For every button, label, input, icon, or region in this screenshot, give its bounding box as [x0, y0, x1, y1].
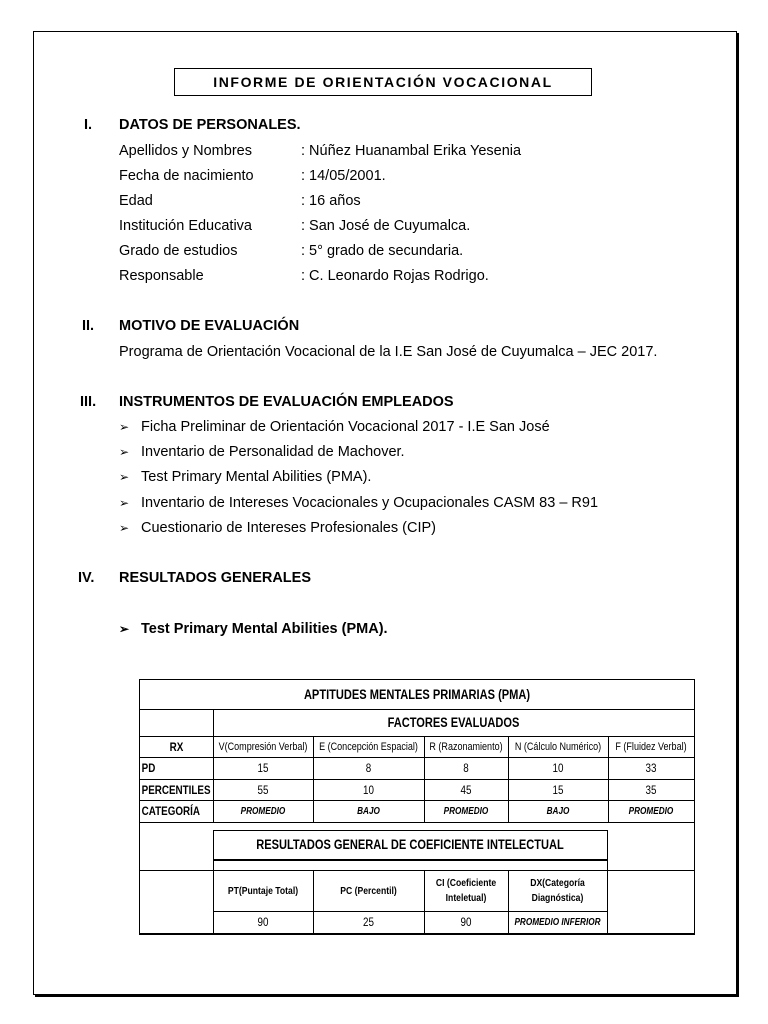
table-cell: PROMEDIO — [240, 805, 286, 817]
rx-label: RX — [169, 739, 184, 754]
field-value: : Núñez Huanambal Erika Yesenia — [301, 143, 522, 159]
arrow-bullet-icon: ➢ — [119, 622, 130, 636]
table-title: APTITUDES MENTALES PRIMARIAS (PMA) — [303, 687, 531, 702]
ci-value: PROMEDIO INFERIOR — [514, 916, 601, 928]
row-label: CATEGORÍA — [141, 804, 200, 818]
ci-title: RESULTADOS GENERAL DE COEFICIENTE INTELECTUAL — [256, 837, 564, 852]
section-1-number: I. — [84, 117, 93, 133]
field-label: Responsable — [119, 268, 204, 284]
table-cell: 8 — [463, 761, 469, 775]
arrow-bullet-icon: ➢ — [119, 470, 130, 484]
ci-header: PT(Puntaje Total) — [227, 884, 299, 897]
ci-header: PC (Percentil) — [340, 884, 397, 897]
table-cell: 15 — [257, 761, 269, 775]
table-cell: 15 — [552, 782, 564, 797]
field-value: : 16 años — [301, 193, 361, 209]
arrow-bullet-icon: ➢ — [119, 496, 130, 510]
ci-header: DX(Categoría Diagnóstica) — [530, 876, 585, 904]
table-cell: PROMEDIO — [628, 805, 674, 817]
section-1-title: DATOS DE PERSONALES. — [119, 117, 301, 133]
field-value: : San José de Cuyumalca. — [301, 218, 471, 234]
table-cell: BAJO — [357, 805, 380, 817]
table-cell: BAJO — [546, 805, 570, 817]
list-item: ➢ Inventario de Personalidad de Machover. — [119, 444, 405, 460]
column-header: E (Concepción Espacial) — [319, 740, 418, 753]
section-3-title: INSTRUMENTOS DE EVALUACIÓN EMPLEADOS — [119, 394, 454, 410]
row-label: PERCENTILES — [141, 782, 211, 797]
table-cell: 55 — [257, 782, 269, 797]
report-title: INFORME DE ORIENTACIÓN VOCACIONAL — [174, 68, 592, 96]
table-cell: PROMEDIO — [443, 805, 489, 817]
list-item: ➢ Ficha Preliminar de Orientación Vocacional 2017 - I.E San José — [119, 419, 550, 435]
section-2-number: II. — [82, 318, 95, 334]
section-4-number: IV. — [78, 570, 95, 586]
table-cell: 33 — [645, 761, 657, 775]
arrow-bullet-icon: ➢ — [119, 521, 130, 535]
ci-value: 25 — [363, 915, 374, 929]
column-header: F (Fluidez Verbal) — [615, 740, 687, 753]
table-cell: 10 — [552, 761, 564, 775]
field-value: : C. Leonardo Rojas Rodrigo. — [301, 268, 489, 284]
list-item: ➢ Inventario de Intereses Vocacionales y Ocupacionales CASM 83 – R91 — [119, 495, 599, 511]
arrow-bullet-icon: ➢ — [119, 420, 130, 434]
list-item: ➢ Test Primary Mental Abilities (PMA). — [119, 469, 372, 485]
field-label: Institución Educativa — [119, 218, 252, 234]
ci-value: 90 — [257, 915, 269, 929]
field-label: Fecha de nacimiento — [119, 168, 254, 184]
section-3-number: III. — [80, 394, 97, 410]
field-label: Grado de estudios — [119, 243, 238, 259]
section-2-title: MOTIVO DE EVALUACIÓN — [119, 318, 300, 334]
arrow-bullet-icon: ➢ — [119, 445, 130, 459]
field-label: Edad — [119, 193, 153, 209]
table-cell: 45 — [460, 782, 472, 797]
ci-header: CI (Coeficiente Inteletual) — [435, 876, 497, 904]
column-header: R (Razonamiento) — [429, 740, 503, 753]
table-cell: 10 — [363, 782, 374, 797]
results-subtitle: ➢ Test Primary Mental Abilities (PMA). — [119, 621, 388, 637]
column-header: V(Compresión Verbal) — [218, 740, 308, 753]
section-4-title: RESULTADOS GENERALES — [119, 570, 312, 586]
ci-value: 90 — [460, 915, 472, 929]
table-cell: 35 — [645, 782, 657, 797]
pma-results-table — [139, 679, 695, 935]
factors-title: FACTORES EVALUADOS — [387, 715, 520, 730]
field-label: Apellidos y Nombres — [119, 143, 252, 159]
row-label: PD — [141, 761, 156, 775]
table-cell: 8 — [365, 761, 372, 775]
section-2-text: Programa de Orientación Vocacional de la I.E San José de Cuyumalca – JEC 2017. — [119, 344, 658, 360]
list-item: ➢ Cuestionario de Intereses Profesionales (CIP) — [119, 520, 436, 536]
field-value: : 14/05/2001. — [301, 168, 386, 184]
column-header: N (Cálculo Numérico) — [514, 740, 602, 753]
field-value: : 5° grado de secundaria. — [301, 243, 464, 259]
